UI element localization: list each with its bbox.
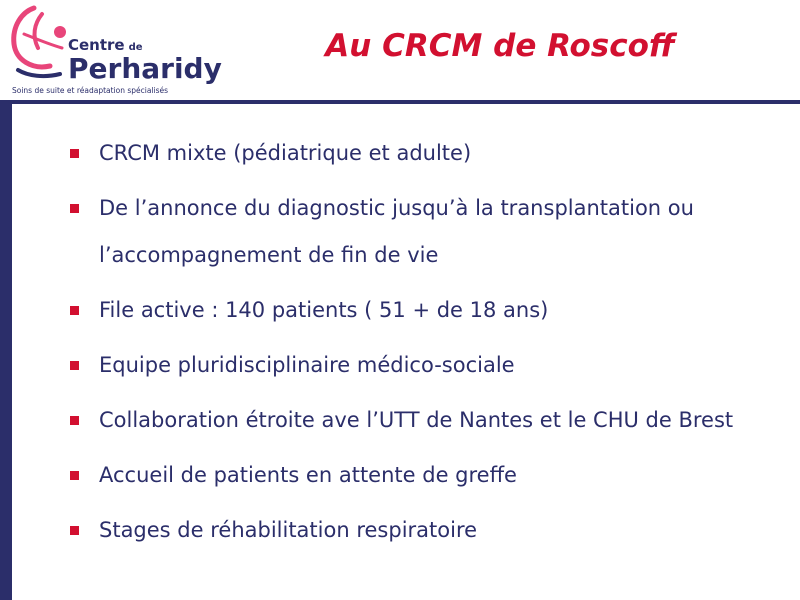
bullet-list: [70, 130, 770, 562]
perharidy-logo: [4, 4, 222, 98]
logo-de-text: de: [128, 42, 143, 53]
bullet-text: Collaboration étroite ave l’UTT de Nantes et le CHU de Brest: [99, 408, 734, 432]
bullet-text: De l’annonce du diagnostic jusqu’à la transplantation ou l’accompagnement de fin de vie: [99, 196, 694, 267]
square-bullet-icon: [70, 526, 79, 535]
square-bullet-icon: [70, 361, 79, 370]
bullet-text: CRCM mixte (pédiatrique et adulte): [99, 141, 472, 165]
square-bullet-icon: [70, 149, 79, 158]
bullet-text: Stages de réhabilitation respiratoire: [99, 518, 478, 542]
bullet-item: [70, 342, 770, 389]
figure-logo-icon: [4, 4, 74, 86]
bullet-text: Equipe pluridisciplinaire médico-sociale: [99, 353, 515, 377]
bullet-item: [70, 397, 770, 444]
bullet-item: [70, 130, 770, 177]
bullet-item: [70, 185, 770, 279]
bullet-item: [70, 452, 770, 499]
bullet-item: [70, 507, 770, 554]
logo-tagline: Soins de suite et réadaptation spécialisés: [12, 86, 169, 95]
bullet-text: File active : 140 patients ( 51 + de 18 ans): [99, 298, 549, 322]
slide-title: Au CRCM de Roscoff: [325, 28, 675, 64]
bullet-item: [70, 287, 770, 334]
square-bullet-icon: [70, 416, 79, 425]
square-bullet-icon: [70, 471, 79, 480]
square-bullet-icon: [70, 204, 79, 213]
header-divider: [0, 100, 800, 104]
logo-name: Perharidy: [68, 52, 222, 85]
square-bullet-icon: [70, 306, 79, 315]
logo-centre-text: Centre de: [68, 36, 143, 54]
left-decorative-band: [0, 100, 12, 600]
bullet-text: Accueil de patients en attente de greffe: [99, 463, 517, 487]
